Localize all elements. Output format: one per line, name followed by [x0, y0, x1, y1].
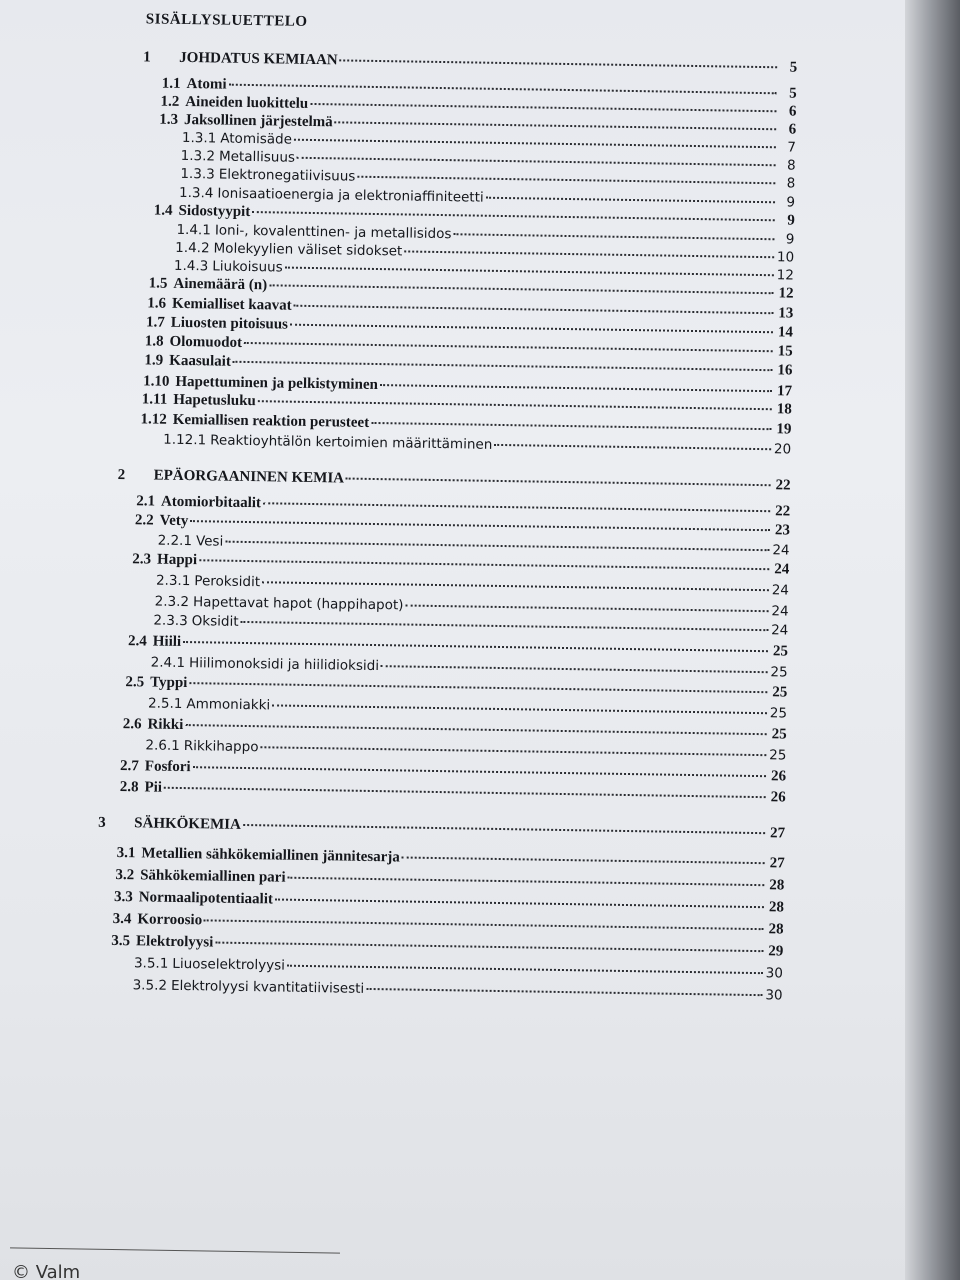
toc-entry-number: 1.3.4 [178, 184, 214, 202]
toc-entry-label: Hiili [152, 633, 182, 650]
toc-entry-number: 1.3.1 [181, 129, 217, 147]
toc-dot-leader [297, 157, 776, 167]
toc-entry-label: Ainemäärä (n) [173, 275, 268, 294]
toc-entry-3-5-2 [133, 977, 783, 1003]
toc-entry-label: Rikki [147, 716, 184, 734]
toc-dot-leader [285, 267, 774, 277]
toc-entry-page-number: 20 [773, 441, 792, 458]
toc-entry-number: 1.5 [148, 275, 168, 292]
toc-entry-page-number: 30 [765, 987, 783, 1004]
footer-divider [10, 1247, 340, 1253]
toc-dot-leader [183, 641, 768, 652]
toc-dot-leader [204, 919, 763, 930]
toc-entry-label: EPÄORGAANINEN KEMIA [153, 467, 345, 487]
toc-dot-leader [225, 541, 769, 552]
toc-entry-number: 2.6 [122, 716, 142, 733]
toc-entry-page-number: 10 [776, 249, 795, 266]
toc-entry-label: Elektronegatiivisuus [218, 166, 356, 185]
toc-dot-leader [335, 121, 776, 130]
toc-entry-label: Ionisaatioenergia ja elektroniaffiniteetti [217, 185, 484, 206]
toc-entry-page-number: 7 [787, 139, 797, 156]
toc-entry-label: Hapettuminen ja pelkistyminen [175, 373, 379, 394]
toc-dot-leader [263, 502, 770, 512]
toc-entry-label: Ammoniakki [186, 696, 271, 714]
toc-entry-number: 1.3 [159, 111, 179, 128]
toc-entry-number: 2.3.3 [153, 612, 188, 630]
toc-entry-number: 3.5 [111, 932, 131, 950]
toc-entry-label: SÄHKÖKEMIA [134, 815, 242, 833]
toc-entry-page-number: 22 [775, 503, 791, 520]
toc-dot-leader [164, 787, 766, 798]
toc-entry-number: 3.5.1 [133, 955, 169, 972]
toc-entry-label: Jaksollinen järjestelmä [183, 111, 333, 131]
toc-entry-page-number: 27 [769, 825, 786, 842]
toc-dot-leader [294, 305, 774, 315]
toc-entry-page-number: 28 [768, 921, 784, 938]
toc-entry-label: Atomisäde [220, 130, 293, 148]
toc-entry-page-number: 24 [771, 582, 790, 599]
toc-entry-page-number: 22 [775, 477, 791, 494]
toc-entry-page-number: 6 [788, 121, 797, 138]
toc-entry-page-number: 12 [778, 285, 794, 302]
toc-entry-number: 1.4.1 [176, 221, 212, 239]
toc-entry-label: Liukoisuus [212, 258, 283, 276]
toc-entry-page-number: 25 [770, 664, 788, 681]
toc-dot-leader [405, 605, 768, 613]
toc-entry-number: 1.9 [144, 352, 164, 369]
toc-dot-leader [252, 211, 775, 221]
toc-entry-number: 2.5.1 [147, 695, 183, 713]
toc-entry-number: 1.1 [161, 75, 181, 92]
toc-dot-leader [275, 898, 764, 908]
toc-entry-number: 2.2.1 [157, 532, 193, 550]
toc-entry-page-number: 6 [788, 103, 797, 120]
toc-entry-page-number: 25 [771, 726, 787, 743]
toc-dot-leader [371, 422, 771, 430]
toc-entry-number: 2.8 [119, 779, 139, 796]
toc-dot-leader [380, 384, 772, 392]
toc-entry-page-number: 5 [789, 59, 798, 76]
toc-entry-label: Vety [159, 512, 189, 530]
toc-entry-label: Kaasulait [169, 352, 232, 370]
toc-entry-label: Metallisuus [218, 148, 296, 166]
toc-entry-label: Fosfori [144, 758, 191, 776]
toc-entry-label: Typpi [150, 674, 188, 692]
toc-entry-number: 1.10 [143, 373, 170, 390]
toc-entry-page-number: 8 [786, 175, 796, 192]
toc-entry-number: 1 [143, 49, 151, 66]
toc-entry-label: Ioni-, kovalenttinen- ja metallisidos [214, 222, 452, 243]
toc-entry-number: 3.5.2 [132, 977, 168, 994]
toc-entry-number: 1.6 [147, 295, 167, 312]
toc-entry-page-number: 26 [770, 768, 787, 785]
toc-entry-page-number: 19 [776, 421, 792, 438]
toc-entry-label: Liuoselektrolyysi [172, 955, 286, 974]
toc-entry-number: 3 [98, 814, 106, 831]
toc-dot-leader [287, 965, 763, 974]
toc-dot-leader [190, 520, 770, 531]
toc-dot-leader [185, 724, 766, 735]
toc-entry-number: 2.3.1 [155, 572, 191, 590]
toc-entry-number: 1.12.1 [163, 431, 207, 449]
toc-entry-page-number: 17 [776, 383, 793, 400]
toc-dot-leader [366, 988, 762, 996]
toc-entry-label: Oksidit [191, 613, 239, 630]
toc-entry-label: JOHDATUS KEMIAAN [179, 49, 338, 69]
toc-entry-page-number: 25 [769, 747, 787, 764]
toc-entry-label: Elektrolyysi [135, 933, 214, 951]
toc-entry-page-number: 13 [778, 305, 794, 322]
toc-entry-label: Kemialliset kaavat [171, 295, 292, 314]
toc-entry-page-number: 16 [777, 362, 793, 379]
toc-entry-label: Peroksidit [194, 573, 261, 591]
toc-entry-number: 2.5 [125, 674, 145, 691]
toc-dot-leader [453, 233, 774, 240]
toc-entry-page-number: 8 [786, 157, 796, 174]
toc-title: SISÄLLYSLUETTELO [145, 11, 308, 30]
toc-entry-label: Hiilimonoksidi ja hiilidioksidi [188, 655, 380, 675]
page-edge-shadow [905, 0, 960, 1280]
toc-entry-label: Atomi [186, 75, 227, 93]
toc-entry-label: Kemiallisen reaktion perusteet [172, 411, 370, 431]
toc-entry-label: Molekyylien väliset sidokset [213, 240, 403, 260]
toc-entry-number: 2.1 [136, 493, 156, 510]
toc-entry-2 [118, 467, 791, 495]
toc-entry-number: 1.8 [144, 333, 164, 350]
toc-entry-page-number: 24 [771, 622, 789, 639]
toc-entry-number: 1.12 [140, 411, 167, 428]
table-of-contents [60, 8, 800, 1004]
toc-dot-leader [261, 746, 767, 756]
toc-entry-number: 2.7 [119, 758, 139, 775]
toc-entry-label: Happi [156, 551, 198, 569]
toc-dot-leader [199, 559, 769, 570]
toc-entry-number: 2.4 [127, 633, 147, 650]
toc-entry-label: Metallien sähkökemiallinen jännitesarja [141, 845, 400, 866]
toc-entry-label: Hapettavat hapot (happihapot) [192, 594, 404, 614]
toc-dot-leader [494, 444, 771, 450]
toc-dot-leader [402, 856, 765, 864]
toc-dot-leader [272, 704, 767, 714]
toc-entry-page-number: 30 [765, 965, 784, 982]
toc-entry-number: 3.1 [116, 844, 136, 862]
toc-entry-page-number: 24 [772, 542, 790, 559]
toc-dot-leader [243, 824, 765, 834]
toc-entry-number: 1.4.3 [173, 257, 209, 275]
toc-entry-1 [143, 49, 797, 76]
toc-entry-number: 2 [117, 466, 126, 484]
toc-entry-page-number: 25 [772, 684, 788, 701]
toc-entry-page-number: 12 [776, 267, 795, 284]
toc-entry-page-number: 23 [774, 522, 791, 539]
toc-entry-number: 2.6.1 [145, 737, 180, 754]
toc-entry-page-number: 9 [787, 212, 795, 229]
toc-entry-number: 1.4.2 [175, 239, 210, 257]
toc-entry-page-number: 28 [768, 899, 785, 916]
toc-entry-label: Vesi [195, 533, 224, 550]
toc-entry-page-number: 25 [772, 643, 789, 660]
toc-dot-leader [258, 400, 772, 410]
toc-dot-leader [357, 176, 775, 185]
toc-dot-leader [229, 84, 777, 95]
toc-entry-page-number: 26 [770, 789, 786, 806]
toc-dot-leader [288, 877, 765, 886]
toc-entry-number: 1.3.2 [180, 147, 216, 165]
toc-dot-leader [486, 197, 775, 204]
toc-dot-leader [241, 621, 769, 631]
toc-entry-label: Sähkökemiallinen pari [140, 867, 286, 886]
toc-entry-label: Aineiden luokittelu [185, 93, 309, 112]
toc-entry-label: Normaalipotentiaalit [138, 889, 274, 908]
toc-entry-label: Korroosio [137, 911, 203, 929]
toc-entry-number: 3.3 [113, 888, 133, 906]
toc-entry-page-number: 24 [774, 561, 790, 578]
toc-entry-page-number: 29 [768, 943, 784, 960]
toc-dot-leader [244, 342, 773, 352]
toc-entry-label: Olomuodot [169, 333, 243, 351]
toc-dot-leader [193, 766, 766, 777]
toc-entry-label: Hapetusluku [173, 391, 256, 410]
toc-entry-page-number: 18 [776, 401, 792, 418]
toc-entry-label: Reaktioyhtälön kertoimien määrittäminen [210, 432, 493, 453]
toc-dot-leader [294, 139, 776, 149]
toc-dot-leader [404, 250, 774, 258]
toc-entry-number: 1.7 [145, 314, 165, 331]
toc-entry-label: Sidostyypit [178, 202, 251, 221]
toc-entry-label: Rikkihappo [183, 738, 259, 756]
toc-dot-leader [381, 665, 768, 673]
toc-entry-3-5-1 [134, 955, 783, 981]
toc-entry-page-number: 9 [785, 231, 795, 248]
toc-dot-leader [346, 478, 771, 487]
toc-entry-page-number: 24 [771, 603, 789, 620]
toc-dot-leader [310, 103, 776, 112]
toc-dot-leader [215, 942, 763, 953]
toc-entry-label: Elektrolyysi kvantitatiivisesti [170, 977, 365, 997]
toc-entry-number: 1.3.3 [180, 165, 215, 183]
toc-entry-3 [98, 815, 785, 843]
toc-entry-label: Pii [144, 779, 163, 796]
toc-entry-number: 2.4.1 [150, 654, 186, 672]
toc-entry-number: 3.4 [112, 910, 132, 928]
toc-entry-page-number: 15 [777, 343, 793, 360]
toc-entry-page-number: 5 [789, 85, 797, 102]
toc-entry-label: Atomiorbitaalit [160, 493, 262, 512]
toc-dot-leader [262, 581, 769, 591]
toc-entry-number: 2.3.2 [154, 593, 190, 611]
footer-copyright: © Valm [12, 1262, 81, 1280]
toc-entry-number: 3.2 [115, 866, 135, 884]
toc-entry-number: 1.4 [153, 202, 173, 219]
toc-entry-number: 1.2 [160, 93, 180, 110]
toc-entry-page-number: 27 [769, 855, 785, 872]
toc-entry-page-number: 9 [786, 194, 796, 211]
toc-entry-label: Liuosten pitoisuus [170, 314, 289, 333]
toc-entry-number: 2.3 [132, 551, 152, 568]
toc-entry-number: 2.2 [134, 512, 154, 529]
toc-dot-leader [290, 324, 773, 334]
toc-dot-leader [340, 59, 777, 68]
toc-entry-page-number: 28 [769, 877, 785, 894]
toc-dot-leader [269, 284, 773, 294]
toc-entry-page-number: 25 [769, 705, 788, 722]
toc-dot-leader [233, 361, 773, 371]
toc-dot-leader [189, 682, 767, 693]
toc-entry-page-number: 14 [777, 324, 794, 341]
toc-entry-number: 1.11 [141, 391, 168, 408]
